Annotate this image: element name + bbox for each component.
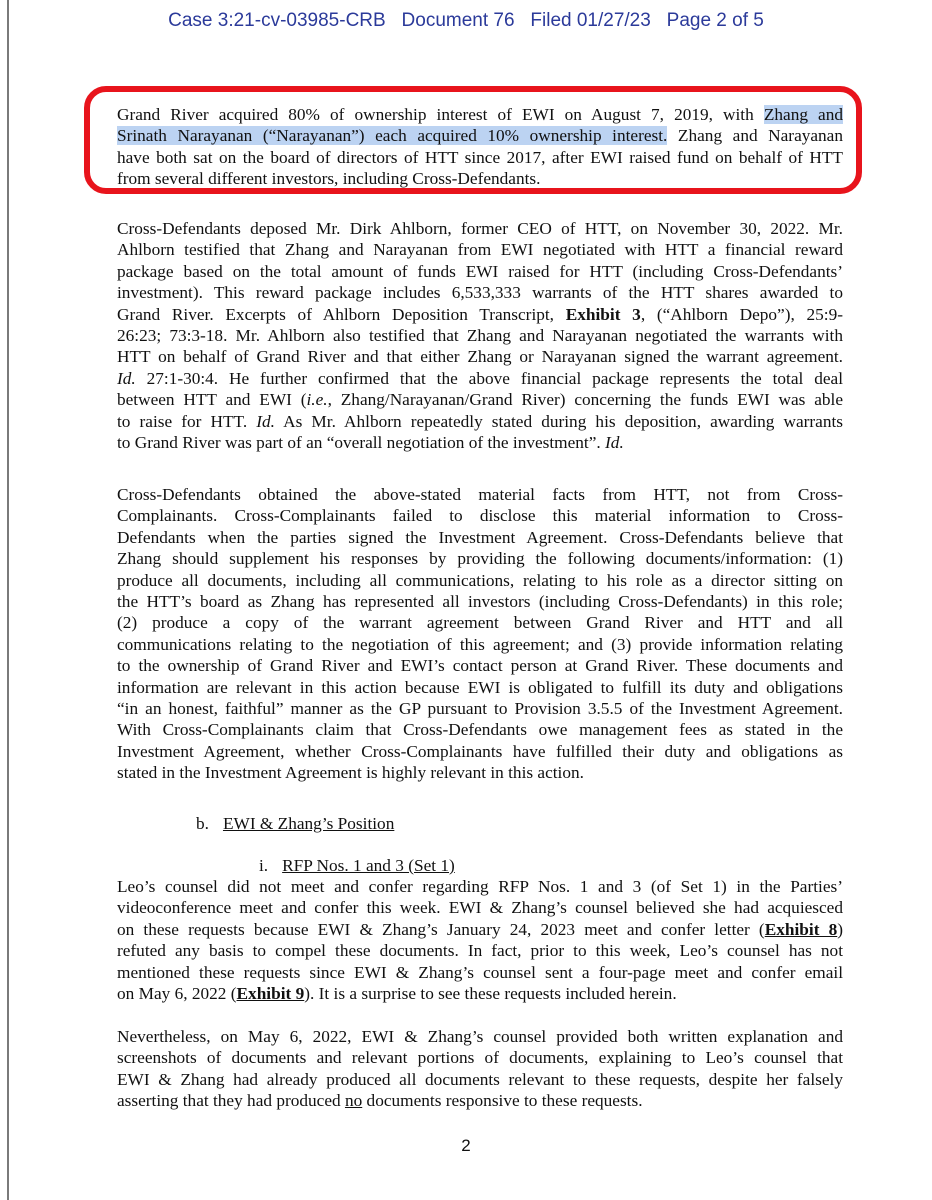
case-number: Case 3:21-cv-03985-CRB <box>168 10 386 31</box>
text-span: Grand River. Excerpts of Ahlborn Deposition Transcript, <box>117 304 566 324</box>
highlighted-text: Zhang and <box>763 105 843 124</box>
text-line <box>117 104 843 125</box>
page-number: 2 <box>461 1136 471 1155</box>
text-span: on May 6, 2022 ( <box>117 984 237 1004</box>
filed-date: Filed 01/27/23 <box>530 10 651 31</box>
left-margin-rule <box>7 0 9 1200</box>
text-line: Cross-Defendants obtained the above-stated material facts from HTT, not from Cross- <box>117 485 843 504</box>
text-line: information are relevant in this action because EWI is obligated to fulfill its duty and obligations <box>117 677 843 697</box>
text-line: Leo’s counsel did not meet and confer regarding RFP Nos. 1 and 3 (of Set 1) in the Parties’ <box>117 877 843 896</box>
text-line: (2) produce a copy of the warrant agreement between Grand River and HTT and all <box>117 613 843 633</box>
paragraph-nevertheless <box>117 1026 843 1112</box>
text-line: With Cross-Complainants claim that Cross-Defendants owe management fees as stated in the <box>117 720 843 740</box>
text-span: , (“Ahlborn Depo”), 25:9- <box>640 304 843 324</box>
text-line: videoconference meet and confer this week. EWI & Zhang’s counsel believed she had acquiesced <box>117 898 843 918</box>
case-header <box>0 10 932 32</box>
paragraph-ownership <box>117 104 843 190</box>
text-line: have both sat on the board of directors of HTT since 2017, after EWI raised fund on behalf of HTT <box>117 147 843 167</box>
id-citation: Id. <box>256 411 275 431</box>
text-line: package based on the total amount of funds EWI raised for HTT (including Cross-Defendants’ <box>117 261 843 281</box>
text-span: ). It is a surprise to see these requests included herein. <box>304 984 677 1004</box>
text-line <box>117 368 843 389</box>
text-span: 27:1-30:4. He further confirmed that the above financial package represents the total deal <box>135 368 843 388</box>
text-span: between HTT and EWI ( <box>117 390 307 410</box>
text-line: produce all documents, including all communications, relating to his role as a director sitting on <box>117 570 843 590</box>
text-line: mentioned these requests since EWI & Zhang’s counsel sent a four-page meet and confer email <box>117 962 843 982</box>
section-marker: b. <box>196 814 209 833</box>
text-line <box>117 411 843 432</box>
page-indicator: Page 2 of 5 <box>666 10 764 31</box>
text-line: HTT on behalf of Grand River and that either Zhang or Narayanan signed the warrant agreement. <box>117 347 843 367</box>
text-line: screenshots of documents and relevant portions of documents, explaining to Leo’s counsel that <box>117 1048 843 1068</box>
text-span: , Zhang/Narayanan/Grand River) concerning the funds EWI was able <box>327 390 843 410</box>
section-marker: i. <box>259 856 269 875</box>
text-line: Complainants. Cross-Complainants failed to disclose this material information to Cross- <box>117 506 843 526</box>
text-line: “in an honest, faithful” manner as the GP pursuant to Provision 3.5.5 of the Investment Agreement. <box>117 699 843 719</box>
text-line: 26:23; 73:3-18. Mr. Ahlborn also testified that Zhang and Narayanan negotiated the warrants with <box>117 326 843 346</box>
subsection-heading-i <box>259 855 455 876</box>
paragraph-ahlborn-deposition <box>117 218 843 453</box>
text-line: Nevertheless, on May 6, 2022, EWI & Zhang’s counsel provided both written explanation and <box>117 1027 843 1046</box>
exhibit-8-link[interactable]: Exhibit 8 <box>764 919 838 939</box>
text-span: documents responsive to these requests. <box>362 1091 643 1111</box>
text-line: stated in the Investment Agreement is highly relevant in this action. <box>117 763 584 783</box>
text-span: Zhang and Narayanan <box>667 126 843 146</box>
text-span: asserting that they had produced <box>117 1091 345 1111</box>
italic-text: i.e. <box>306 390 328 410</box>
text-line <box>117 983 843 1004</box>
text-span: As Mr. Ahlborn repeatedly stated during his deposition, awarding warrants <box>274 411 844 431</box>
text-line <box>117 432 843 453</box>
exhibit-9-link[interactable]: Exhibit 9 <box>236 984 305 1004</box>
highlighted-text: Srinath Narayanan (“Narayanan”) each acquired 10% ownership interest. <box>117 126 668 146</box>
text-line: refuted any basis to compel these documents. In fact, prior to this week, Leo’s counsel has not <box>117 941 843 961</box>
text-line <box>117 919 843 940</box>
text-line: Investment Agreement, whether Cross-Complainants have fulfilled their duty and obligations as <box>117 741 843 761</box>
text-span: to raise for HTT. <box>117 411 257 431</box>
text-span: on these requests because EWI & Zhang’s January 24, 2023 meet and confer letter ( <box>117 919 765 939</box>
section-title: EWI & Zhang’s Position <box>222 814 395 833</box>
section-title: RFP Nos. 1 and 3 (Set 1) <box>282 856 455 875</box>
text-line: communications relating to the negotiation of this agreement; and (3) provide information relating <box>117 634 843 654</box>
text-line <box>117 1090 843 1111</box>
text-line <box>117 304 843 325</box>
section-heading-b <box>196 813 394 834</box>
exhibit-3-ref: Exhibit 3 <box>565 304 641 324</box>
document-number: Document 76 <box>401 10 515 31</box>
text-span: Grand River acquired 80% of ownership interest of EWI on August 7, 2019, with <box>117 105 764 124</box>
text-line: the HTT’s board as Zhang has represented all investors (including Cross-Defendants) in this role; <box>117 592 843 612</box>
text-line: to the ownership of Grand River and EWI’s contact person at Grand River. These documents and <box>117 656 843 676</box>
text-line <box>117 125 843 146</box>
paragraph-material-facts <box>117 484 843 784</box>
text-line <box>117 389 843 410</box>
text-line: investment). This reward package includes 6,533,333 warrants of the HTT shares awarded to <box>117 283 843 303</box>
id-citation: Id. <box>117 368 136 388</box>
text-line: Zhang should supplement his responses by providing the following documents/information: (1) <box>117 549 843 569</box>
id-citation: Id. <box>605 433 624 453</box>
text-line: Ahlborn testified that Zhang and Narayanan from EWI negotiated with HTT a financial reward <box>117 240 843 260</box>
text-span: to Grand River was part of an “overall negotiation of the investment”. <box>117 433 606 453</box>
paragraph-rfp-meet-confer <box>117 876 843 1004</box>
text-line: Cross-Defendants deposed Mr. Dirk Ahlborn, former CEO of HTT, on November 30, 2022. Mr. <box>117 219 843 238</box>
text-line: EWI & Zhang had already produced all documents relevant to these requests, despite her falsely <box>117 1069 843 1089</box>
text-line: Defendants when the parties signed the Investment Agreement. Cross-Defendants believe that <box>117 527 843 547</box>
underlined-no: no <box>344 1091 363 1111</box>
text-span: ) <box>837 919 844 939</box>
text-line: from several different investors, including Cross-Defendants. <box>117 169 541 189</box>
